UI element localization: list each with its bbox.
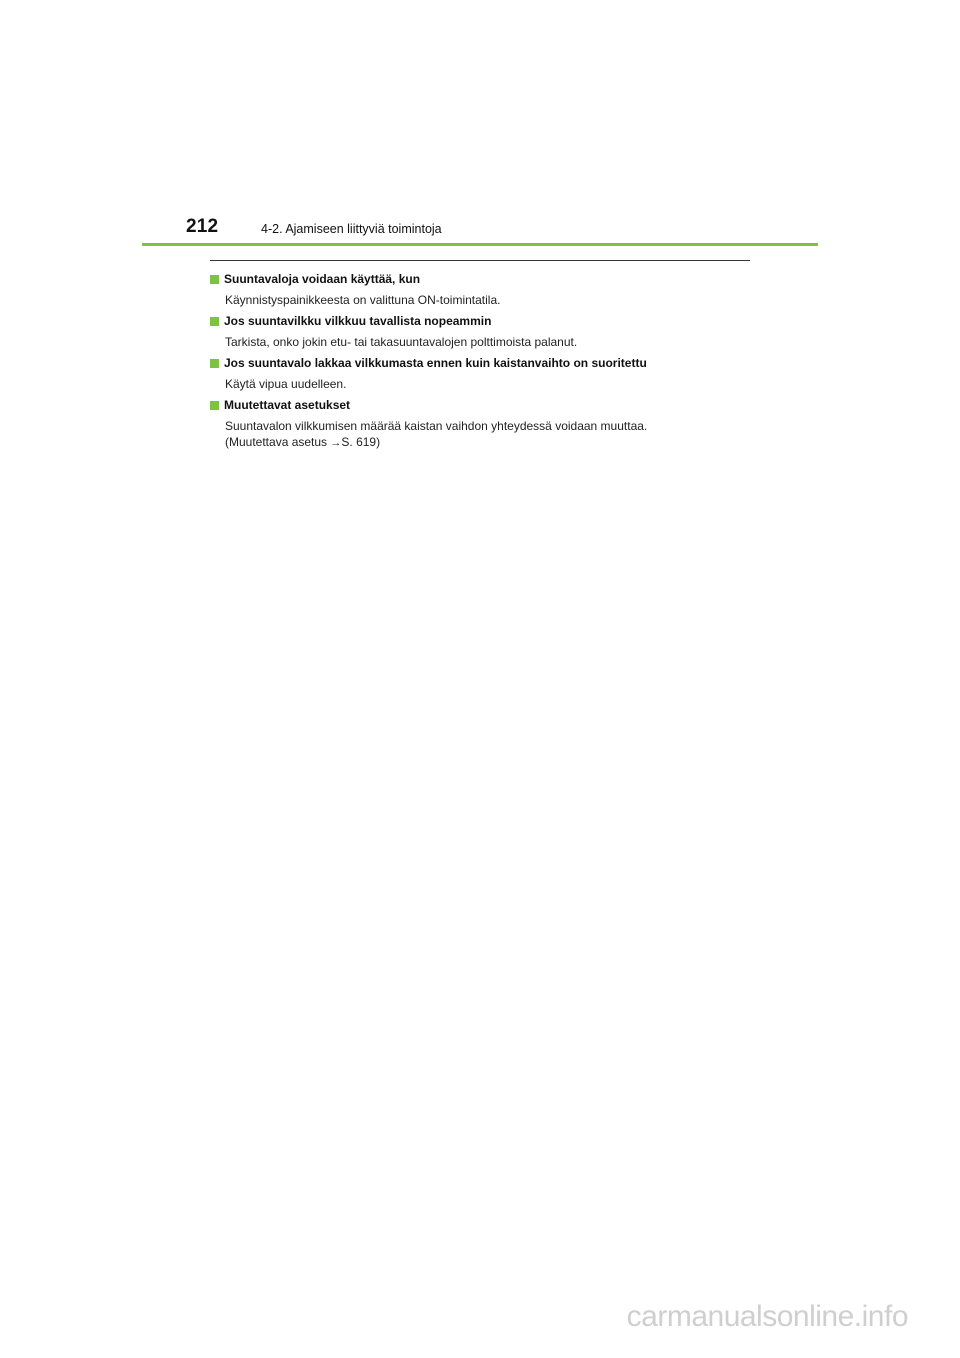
list-item (210, 355, 770, 392)
item-body: Käytä vipua uudelleen. (225, 377, 347, 391)
item-body-line: Suuntavalon vilkkumisen määrää kaistan vaihdon yhteydessä voidaan muuttaa. (225, 419, 648, 433)
item-body-line (225, 434, 770, 451)
item-heading-text: Jos suuntavalo lakkaa vilkkumasta ennen kuin kaistanvaihto on suoritettu (224, 356, 647, 370)
list-item (210, 271, 770, 308)
item-body: Tarkista, onko jokin etu- tai takasuuntavalojen polttimoista palanut. (225, 335, 578, 349)
square-bullet-icon (210, 359, 219, 368)
square-bullet-icon (210, 317, 219, 326)
square-bullet-icon (210, 401, 219, 410)
page-number: 212 (186, 216, 219, 237)
item-heading (210, 313, 770, 329)
watermark: carmanualsonline.info (626, 1300, 908, 1333)
list-item (210, 397, 770, 451)
header-divider (142, 243, 818, 246)
item-heading-text: Jos suuntavilkku vilkkuu tavallista nopeammin (224, 314, 492, 328)
item-heading (210, 397, 770, 413)
content-section (210, 271, 770, 451)
item-body: Käynnistyspainikkeesta on valittuna ON-toimintatila. (225, 293, 501, 307)
item-body (225, 418, 770, 451)
item-heading-text: Muutettavat asetukset (224, 398, 351, 412)
list-item (210, 313, 770, 350)
arrow-right-icon: → (330, 437, 342, 449)
item-heading (210, 355, 770, 371)
page-reference-link[interactable]: S. 619) (341, 435, 381, 449)
square-bullet-icon (210, 275, 219, 284)
content-divider (210, 260, 750, 261)
item-heading (210, 271, 770, 287)
item-heading-text: Suuntavaloja voidaan käyttää, kun (224, 272, 421, 286)
reference-prefix: (Muutettava asetus (225, 435, 331, 449)
section-title: 4-2. Ajamiseen liittyviä toimintoja (261, 222, 442, 236)
